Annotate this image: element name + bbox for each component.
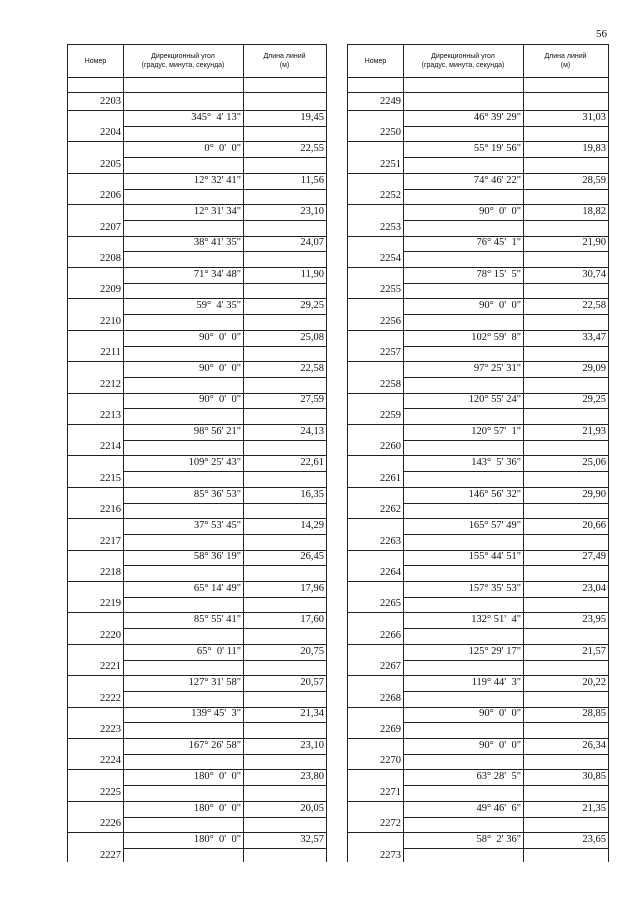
cell-underline [403, 754, 608, 755]
line-length: 21,34 [300, 708, 324, 720]
cell-underline [123, 471, 326, 472]
cell-underline [403, 377, 608, 378]
cell-underline [403, 503, 608, 504]
line-length: 20,22 [582, 676, 606, 688]
table-header [68, 44, 326, 78]
direction-angle: 109° 25' 43" [188, 457, 241, 469]
direction-angle: 71° 34' 48" [193, 268, 241, 280]
table-body [68, 78, 326, 862]
direction-angle: 90° 0' 0" [199, 331, 241, 343]
point-number: 2226 [100, 818, 121, 830]
cell-underline [123, 754, 326, 755]
header-length-text: Длина линий [544, 53, 587, 60]
line-length: 31,03 [582, 111, 606, 123]
point-number: 2212 [100, 378, 121, 390]
cell-underline [123, 534, 326, 535]
point-number: 2208 [100, 253, 121, 264]
direction-angle: 165° 57' 49" [468, 519, 521, 531]
cell-underline [123, 691, 326, 692]
direction-angle: 58° 36' 19" [193, 551, 241, 563]
line-length: 17,60 [300, 614, 324, 626]
line-length: 22,61 [300, 457, 324, 469]
line-length: 29,90 [582, 488, 606, 500]
direction-angle: 90° 0' 0" [479, 739, 521, 751]
direction-angle: 0° 0' 0" [204, 143, 241, 155]
line-length: 21,35 [582, 802, 606, 814]
direction-angle: 120° 57' 1" [471, 425, 521, 437]
direction-angle: 65° 0' 11" [196, 645, 241, 657]
direction-angle: 102° 59' 8" [471, 331, 521, 343]
cell-underline [403, 126, 608, 127]
table-header [348, 44, 608, 78]
header-number-text: Номер [84, 57, 107, 65]
line-length: 19,45 [300, 111, 324, 123]
point-number: 2255 [380, 284, 401, 296]
direction-angle: 180° 0' 0" [193, 771, 241, 783]
direction-angle: 120° 55' 24" [468, 394, 521, 406]
point-number: 2260 [380, 441, 401, 453]
point-number: 2218 [100, 567, 121, 578]
direction-angle: 58° 2' 36" [476, 833, 521, 845]
direction-angle: 180° 0' 0" [193, 802, 241, 814]
line-length: 25,06 [582, 457, 606, 469]
line-length: 25,08 [300, 331, 324, 343]
header-length-text: Длина линий [263, 53, 306, 60]
point-number: 2257 [380, 347, 401, 359]
cell-underline [123, 220, 326, 221]
cell-underline [403, 346, 608, 347]
direction-angle: 38° 41' 35" [193, 237, 241, 249]
point-number: 2250 [380, 127, 401, 139]
direction-angle: 119° 44' 3" [471, 676, 521, 688]
line-length: 22,58 [300, 362, 324, 374]
point-number: 2220 [100, 629, 121, 641]
direction-angle: 76° 45' 1" [476, 237, 521, 249]
direction-angle: 345° 4' 13" [191, 111, 241, 123]
point-number: 2222 [100, 692, 121, 704]
cell-underline [123, 722, 326, 723]
line-length: 24,13 [300, 425, 324, 437]
cell-underline [123, 440, 326, 441]
header-angle [403, 45, 523, 77]
point-number: 2215 [100, 472, 121, 484]
point-number: 2223 [100, 724, 121, 735]
line-length: 28,85 [582, 708, 606, 720]
line-length: 26,45 [300, 551, 324, 563]
line-length: 20,05 [300, 802, 324, 814]
cell-underline [123, 251, 326, 252]
header-angle-text: Дирекционный угол [151, 53, 215, 60]
line-length: 23,80 [300, 771, 324, 783]
direction-angle: 59° 4' 35" [196, 300, 241, 312]
point-number: 2273 [380, 849, 401, 861]
point-number: 2265 [380, 598, 401, 610]
line-length: 30,85 [582, 771, 606, 783]
header-divider [523, 45, 524, 77]
point-number: 2254 [380, 253, 401, 264]
line-length: 24,07 [300, 237, 324, 249]
direction-angle: 97° 25' 31" [473, 362, 521, 374]
point-number: 2270 [380, 755, 401, 767]
table-body [348, 78, 608, 862]
line-length: 29,09 [582, 362, 606, 374]
cell-underline [123, 785, 326, 786]
line-length: 18,82 [582, 205, 606, 217]
point-number: 2267 [380, 661, 401, 673]
point-number: 2224 [100, 755, 121, 767]
header-length-text: (м) [560, 62, 571, 69]
cell-underline [403, 314, 608, 315]
line-length: 21,57 [582, 645, 606, 657]
point-number: 2253 [380, 221, 401, 233]
cell-underline [123, 377, 326, 378]
line-length: 32,57 [300, 833, 324, 845]
direction-angle: 180° 0' 0" [193, 833, 241, 845]
direction-angle: 146° 56' 32" [468, 488, 521, 500]
header-divider [403, 45, 404, 77]
point-number: 2209 [100, 284, 121, 296]
line-length: 29,25 [582, 394, 606, 406]
cell-underline [403, 628, 608, 629]
cell-underline [403, 440, 608, 441]
line-length: 23,65 [582, 833, 606, 845]
point-number: 2211 [100, 347, 121, 359]
line-length: 14,29 [300, 519, 324, 531]
direction-angle: 37° 53' 45" [193, 519, 241, 531]
line-length: 27,59 [300, 394, 324, 406]
point-number: 2205 [100, 158, 121, 170]
cell-underline [123, 408, 326, 409]
header-length-text: (м) [279, 62, 290, 69]
direction-angle: 55° 19' 56" [473, 143, 521, 155]
direction-angle: 125° 29' 17" [468, 645, 521, 657]
point-number: 2251 [380, 158, 401, 170]
cell-underline [123, 565, 326, 566]
line-length: 20,57 [300, 676, 324, 688]
header-divider [123, 45, 124, 77]
cell-underline [403, 157, 608, 158]
cell-underline [123, 126, 326, 127]
cell-underline [403, 848, 608, 849]
coordinates-table-left [67, 44, 327, 862]
header-length [243, 45, 326, 77]
line-length: 21,90 [582, 237, 606, 249]
direction-angle: 127° 31' 58" [188, 676, 241, 688]
point-number: 2263 [380, 535, 401, 547]
line-length: 33,47 [582, 331, 606, 343]
cell-underline [403, 408, 608, 409]
cell-underline [123, 346, 326, 347]
header-angle-text: (градус, минута, секунда) [421, 62, 505, 69]
cell-underline [123, 848, 326, 849]
direction-angle: 90° 0' 0" [199, 362, 241, 374]
direction-angle: 155° 44' 51" [468, 551, 521, 563]
cell-underline [403, 565, 608, 566]
line-length: 19,83 [582, 143, 606, 155]
header-angle-text: Дирекционный угол [431, 53, 495, 60]
point-number: 2213 [100, 410, 121, 421]
cell-underline [403, 189, 608, 190]
cell-underline [123, 628, 326, 629]
cell-underline [123, 817, 326, 818]
direction-angle: 74° 46' 22" [473, 174, 521, 186]
line-length: 11,56 [300, 174, 324, 186]
cell-underline [123, 189, 326, 190]
point-number: 2256 [380, 315, 401, 327]
cell-underline [403, 471, 608, 472]
line-length: 30,74 [582, 268, 606, 280]
line-length: 16,35 [300, 488, 324, 500]
header-number-text: Номер [364, 57, 387, 65]
page-number: 56 [596, 28, 607, 40]
coordinates-table-right [347, 44, 609, 862]
header-number [348, 45, 403, 77]
point-number: 2214 [100, 441, 121, 453]
point-number: 2219 [100, 598, 121, 610]
point-number: 2269 [380, 724, 401, 735]
cell-underline [123, 314, 326, 315]
line-length: 23,95 [582, 614, 606, 626]
row-separator [348, 92, 608, 93]
line-length: 23,10 [300, 205, 324, 217]
point-number: 2207 [100, 221, 121, 233]
direction-angle: 49° 46' 6" [476, 802, 521, 814]
line-length: 20,75 [300, 645, 324, 657]
line-length: 23,10 [300, 739, 324, 751]
cell-underline [123, 597, 326, 598]
direction-angle: 12° 31' 34" [193, 205, 241, 217]
line-length: 28,59 [582, 174, 606, 186]
point-number: 2272 [380, 818, 401, 830]
cell-underline [403, 251, 608, 252]
row-separator [68, 92, 326, 93]
point-number: 2203 [100, 96, 121, 107]
point-number: 2227 [100, 849, 121, 861]
direction-angle: 63° 28' 5" [476, 771, 521, 783]
point-number: 2259 [380, 410, 401, 421]
point-number: 2206 [100, 190, 121, 202]
direction-angle: 143° 5' 36" [471, 457, 521, 469]
header-length [523, 45, 608, 77]
direction-angle: 65° 14' 49" [193, 582, 241, 594]
direction-angle: 90° 0' 0" [479, 300, 521, 312]
direction-angle: 12° 32' 41" [193, 174, 241, 186]
direction-angle: 85° 36' 53" [193, 488, 241, 500]
direction-angle: 98° 56' 21" [193, 425, 241, 437]
point-number: 2268 [380, 692, 401, 704]
point-number: 2249 [380, 96, 401, 107]
point-number: 2225 [100, 786, 121, 798]
point-number: 2252 [380, 190, 401, 202]
point-number: 2261 [380, 472, 401, 484]
direction-angle: 139° 45' 3" [191, 708, 241, 720]
point-number: 2271 [380, 786, 401, 798]
direction-angle: 157° 35' 53" [468, 582, 521, 594]
line-length: 27,49 [582, 551, 606, 563]
line-length: 21,93 [582, 425, 606, 437]
cell-underline [403, 597, 608, 598]
cell-underline [403, 722, 608, 723]
line-length: 11,90 [300, 268, 324, 280]
point-number: 2264 [380, 567, 401, 578]
line-length: 17,96 [300, 582, 324, 594]
point-number: 2258 [380, 378, 401, 390]
cell-underline [123, 157, 326, 158]
cell-underline [123, 660, 326, 661]
point-number: 2204 [100, 127, 121, 139]
direction-angle: 46° 39' 29" [473, 111, 521, 123]
line-length: 29,25 [300, 300, 324, 312]
cell-underline [403, 220, 608, 221]
header-number [68, 45, 123, 77]
header-angle [123, 45, 243, 77]
cell-underline [403, 817, 608, 818]
direction-angle: 90° 0' 0" [479, 708, 521, 720]
point-number: 2210 [100, 315, 121, 327]
direction-angle: 132° 51' 4" [471, 614, 521, 626]
direction-angle: 90° 0' 0" [199, 394, 241, 406]
cell-underline [403, 691, 608, 692]
cell-underline [123, 503, 326, 504]
line-length: 22,55 [300, 143, 324, 155]
direction-angle: 85° 55' 41" [193, 614, 241, 626]
point-number: 2266 [380, 629, 401, 641]
direction-angle: 90° 0' 0" [479, 205, 521, 217]
cell-underline [403, 534, 608, 535]
line-length: 23,04 [582, 582, 606, 594]
point-number: 2221 [100, 661, 121, 673]
point-number: 2262 [380, 504, 401, 516]
direction-angle: 78° 15' 5" [476, 268, 521, 280]
header-angle-text: (градус, минута, секунда) [141, 62, 225, 69]
line-length: 20,66 [582, 519, 606, 531]
header-divider [243, 45, 244, 77]
direction-angle: 167° 26' 58" [188, 739, 241, 751]
cell-underline [403, 283, 608, 284]
cell-underline [403, 660, 608, 661]
cell-underline [403, 785, 608, 786]
point-number: 2216 [100, 504, 121, 516]
line-length: 26,34 [582, 739, 606, 751]
cell-underline [123, 283, 326, 284]
point-number: 2217 [100, 535, 121, 547]
line-length: 22,58 [582, 300, 606, 312]
